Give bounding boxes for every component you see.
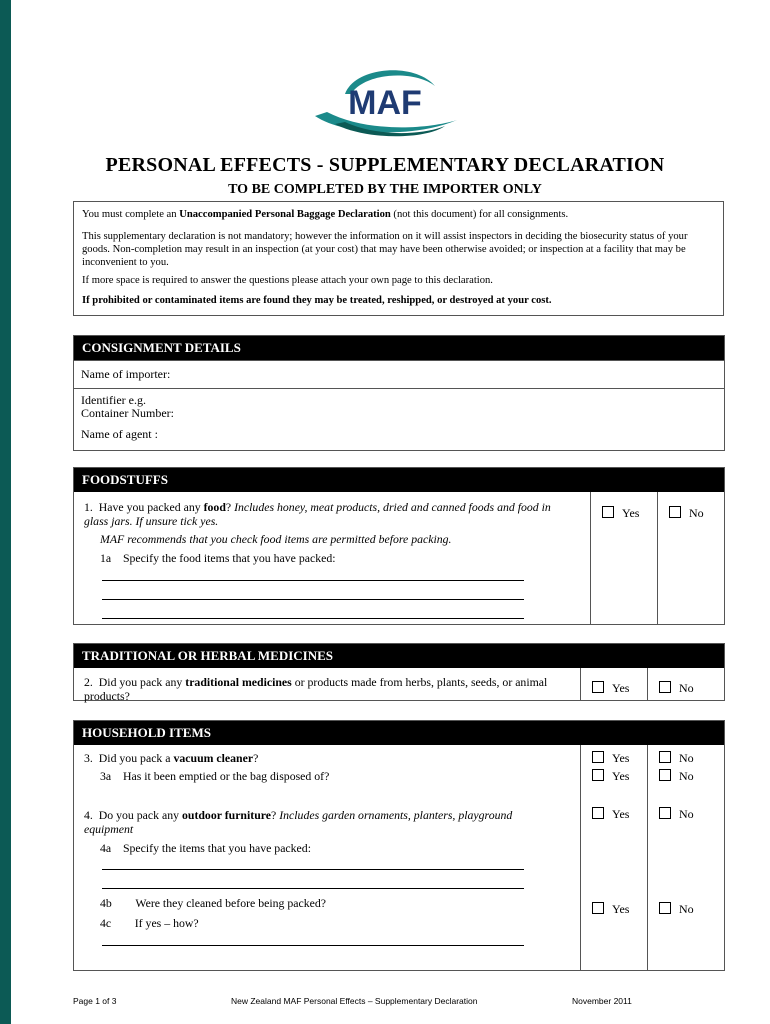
divider <box>647 745 648 970</box>
svg-text:MAF: MAF <box>348 84 422 122</box>
household-section <box>73 720 725 971</box>
answer-line[interactable] <box>102 945 524 946</box>
question-3: 3. Did you pack a vacuum cleaner? <box>84 751 259 765</box>
q1-no-checkbox[interactable]: No <box>669 506 704 521</box>
food-note: MAF recommends that you check food items are permitted before packing. <box>100 532 452 546</box>
page-title: PERSONAL EFFECTS - SUPPLEMENTARY DECLARATION <box>105 154 665 176</box>
q2-yes-checkbox[interactable]: Yes <box>592 681 629 696</box>
answer-line[interactable] <box>102 580 524 581</box>
divider <box>590 492 591 624</box>
question-4a: 4a Specify the items that you have packed: <box>100 841 311 855</box>
divider <box>657 492 658 624</box>
question-4: 4. Do you pack any outdoor furniture? Includes garden ornaments, planters, playground equipment <box>84 808 513 836</box>
answer-line[interactable] <box>102 869 524 870</box>
divider <box>580 668 581 700</box>
q3a-yes-checkbox[interactable]: Yes <box>592 769 629 784</box>
medicines-header: TRADITIONAL OR HERBAL MEDICINES <box>74 644 724 668</box>
intro-p2: This supplementary declaration is not mandatory; however the information on it will assist inspectors in deciding the biosecurity status of your goods. Non-completion may result in an inspection (at your cost) that may have been otherwise avoided; or inspection at a facility that may be inconvenient to you. <box>82 231 688 268</box>
question-2: 2. Did you pack any traditional medicines or products made from herbs, plants, seeds, or animal products? <box>84 675 548 703</box>
household-header: HOUSEHOLD ITEMS <box>74 721 724 745</box>
divider <box>647 668 648 700</box>
intro-p4: If prohibited or contaminated items are found they may be treated, reshipped, or destroyed at your cost. <box>82 295 552 306</box>
consignment-section <box>73 335 725 451</box>
question-4c: 4c If yes – how? <box>100 916 199 930</box>
page-subtitle: TO BE COMPLETED BY THE IMPORTER ONLY <box>228 182 542 197</box>
question-3a: 3a Has it been emptied or the bag disposed of? <box>100 769 330 783</box>
divider <box>580 745 581 970</box>
agent-field[interactable]: Name of agent : <box>81 427 158 441</box>
intro-p3: If more space is required to answer the questions please attach your own page to this declaration. <box>82 275 493 286</box>
q4-no-checkbox[interactable]: No <box>659 807 694 822</box>
footer-page: Page 1 of 3 <box>73 996 117 1006</box>
medicines-section <box>73 643 725 701</box>
intro-p1: You must complete an Unaccompanied Personal Baggage Declaration (not this document) for all consignments. <box>82 209 569 220</box>
q4-yes-checkbox[interactable]: Yes <box>592 807 629 822</box>
question-4b: 4b Were they cleaned before being packed? <box>100 896 327 910</box>
q2-no-checkbox[interactable]: No <box>659 681 694 696</box>
q3a-no-checkbox[interactable]: No <box>659 769 694 784</box>
question-1: 1. Have you packed any food? Includes honey, meat products, dried and canned foods and food in glass jars. If unsure tick yes. <box>84 500 551 528</box>
answer-line[interactable] <box>102 618 524 619</box>
footer-date: November 2011 <box>572 996 632 1006</box>
answer-line[interactable] <box>102 599 524 600</box>
q3-yes-checkbox[interactable]: Yes <box>592 751 629 766</box>
footer-doc: New Zealand MAF Personal Effects – Supplementary Declaration <box>231 996 478 1006</box>
answer-line[interactable] <box>102 888 524 889</box>
q1-yes-checkbox[interactable]: Yes <box>602 506 639 521</box>
maf-logo <box>305 60 465 140</box>
intro-box <box>73 201 724 316</box>
foodstuffs-section <box>73 467 725 625</box>
q3-no-checkbox[interactable]: No <box>659 751 694 766</box>
question-1a: 1a Specify the food items that you have packed: <box>100 551 336 565</box>
q4b-yes-checkbox[interactable]: Yes <box>592 902 629 917</box>
identifier-field[interactable]: Identifier e.g. Container Number: <box>74 388 724 423</box>
consignment-header: CONSIGNMENT DETAILS <box>74 336 724 360</box>
importer-field[interactable]: Name of importer: <box>74 360 724 388</box>
q4b-no-checkbox[interactable]: No <box>659 902 694 917</box>
foodstuffs-header: FOODSTUFFS <box>74 468 724 492</box>
